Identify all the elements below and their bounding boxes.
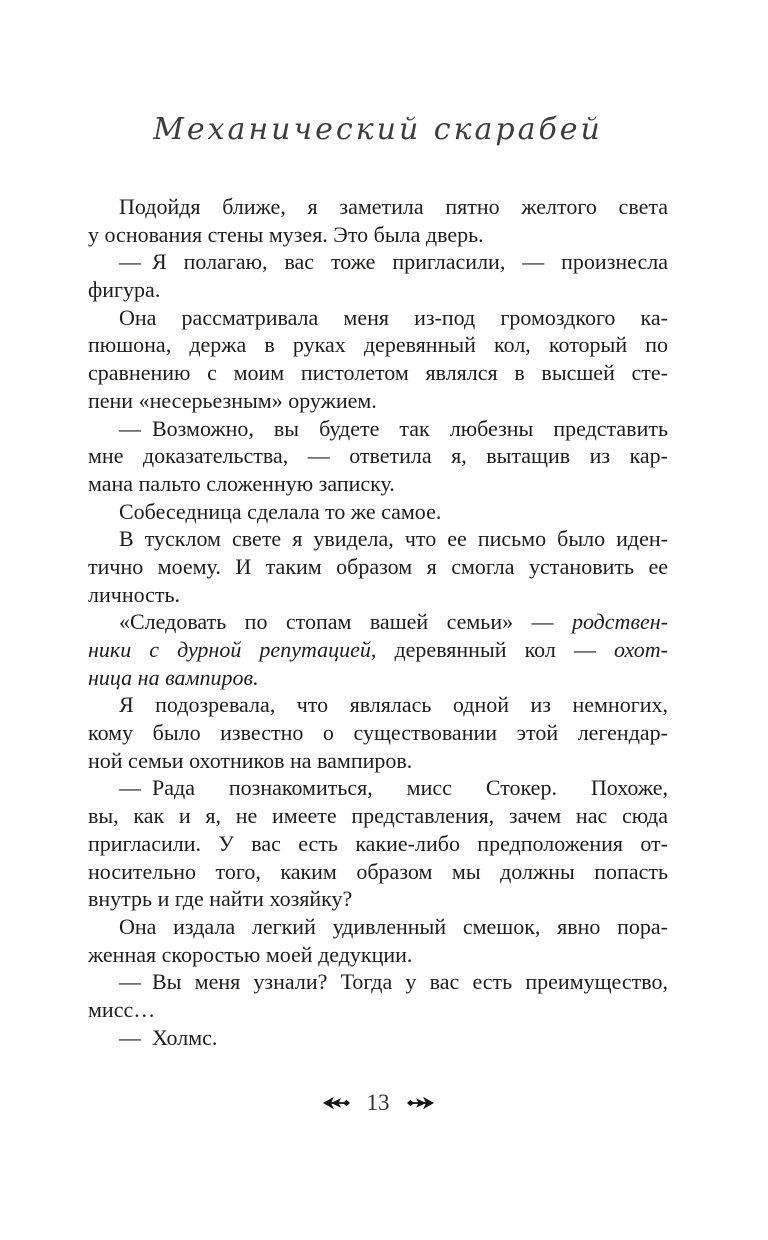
text-segment: сравнению с моим пистолетом являлся в высшей сте- xyxy=(88,360,668,386)
text-line xyxy=(88,193,668,221)
italic-text-segment: родствен- xyxy=(571,609,668,635)
text-line xyxy=(88,525,668,553)
text-line xyxy=(88,331,668,359)
text-segment: мне доказательства, — ответила я, вытащив из кар- xyxy=(88,443,668,469)
paragraph xyxy=(88,608,668,691)
page-number: 13 xyxy=(366,1090,390,1115)
text-segment: кому было известно о существовании этой легендар- xyxy=(88,720,668,746)
text-segment: ной семьи охотников на вампиров. xyxy=(88,747,413,773)
paragraph xyxy=(88,248,668,303)
paragraph xyxy=(88,968,668,1023)
italic-text-segment: ники с дурной репутацией xyxy=(88,637,371,662)
text-segment: В тусклом свете я увидела, что ее письмо было иден- xyxy=(119,526,668,552)
body-text xyxy=(88,193,668,1051)
text-line xyxy=(88,248,668,276)
text-segment: Собеседница сделала то же самое. xyxy=(119,498,442,524)
text-segment: личность. xyxy=(88,581,181,607)
text-line xyxy=(88,719,668,747)
text-segment: мана пальто сложенную записку. xyxy=(88,470,395,496)
text-segment: — Рада познакомиться, мисс Стокер. Похоже, xyxy=(119,775,668,801)
text-segment: — Я полагаю, вас тоже пригласили, — произнесла xyxy=(119,249,668,275)
text-line xyxy=(88,664,668,692)
double-arrow-right-icon xyxy=(406,1096,434,1110)
text-segment: — Вы меня узнали? Тогда у вас есть преимущество, xyxy=(119,969,668,995)
text-line xyxy=(88,691,668,719)
paragraph xyxy=(88,1024,668,1052)
page-footer xyxy=(88,1091,668,1114)
text-line xyxy=(88,774,668,802)
double-arrow-left-icon xyxy=(323,1096,351,1110)
text-line xyxy=(88,470,668,498)
text-segment: Подойдя ближе, я заметила пятно желтого света xyxy=(119,194,668,219)
text-segment: фигура. xyxy=(88,277,161,303)
text-line xyxy=(88,830,668,858)
running-header-title: Механический скарабей xyxy=(153,112,603,147)
text-line xyxy=(88,304,668,332)
text-line xyxy=(88,747,668,775)
text-line xyxy=(88,498,668,526)
text-line xyxy=(88,858,668,886)
text-segment: у основания стены музея. Это была дверь. xyxy=(88,221,484,247)
text-segment: вы, как и я, не имеете представления, зачем нас сюда xyxy=(88,803,668,829)
text-line xyxy=(88,553,668,581)
text-line xyxy=(88,221,668,249)
text-line xyxy=(88,996,668,1024)
paragraph xyxy=(88,525,668,608)
text-line xyxy=(88,415,668,443)
text-segment: «Следовать по стопам вашей семьи» — xyxy=(119,609,572,635)
text-segment: Я подозревала, что являлась одной из немногих, xyxy=(119,692,668,718)
text-line xyxy=(88,636,668,664)
text-segment: носительно того, каким образом мы должны попасть xyxy=(88,858,668,884)
paragraph xyxy=(88,304,668,415)
text-segment: — Холмс. xyxy=(119,1024,218,1050)
text-segment: — Возможно, вы будете так любезны представить xyxy=(119,415,668,441)
paragraph xyxy=(88,193,668,248)
text-segment: мисс… xyxy=(88,996,156,1022)
text-line xyxy=(88,581,668,609)
italic-text-segment: охот- xyxy=(614,637,668,662)
paragraph xyxy=(88,691,668,774)
text-segment: тично моему. И таким образом я смогла установить ее xyxy=(88,553,668,579)
text-line xyxy=(88,276,668,304)
text-segment: , деревянный кол — xyxy=(370,637,614,662)
text-line xyxy=(88,885,668,913)
text-segment: Она издала легкий удивленный смешок, явно пора- xyxy=(119,913,668,939)
italic-text-segment: ница на вампиров. xyxy=(88,664,259,690)
text-segment: внутрь и где найти хозяйку? xyxy=(88,886,353,912)
paragraph xyxy=(88,415,668,498)
text-segment: пригласили. У вас есть какие-либо предположения от- xyxy=(88,830,668,856)
text-line xyxy=(88,913,668,941)
text-line xyxy=(88,608,668,636)
text-segment: пени «несерьезным» оружием. xyxy=(88,387,377,413)
text-line xyxy=(88,968,668,996)
text-line xyxy=(88,359,668,387)
text-line xyxy=(88,387,668,415)
paragraph xyxy=(88,498,668,526)
paragraph xyxy=(88,774,668,912)
text-line xyxy=(88,802,668,830)
text-segment: Она рассматривала меня из-под громоздкого ка- xyxy=(119,304,668,330)
text-segment: пюшона, держа в руках деревянный кол, который по xyxy=(88,332,668,358)
text-segment: женная скоростью моей дедукции. xyxy=(88,941,413,967)
text-line xyxy=(88,442,668,470)
paragraph xyxy=(88,913,668,968)
text-line xyxy=(88,941,668,969)
text-line xyxy=(88,1024,668,1052)
